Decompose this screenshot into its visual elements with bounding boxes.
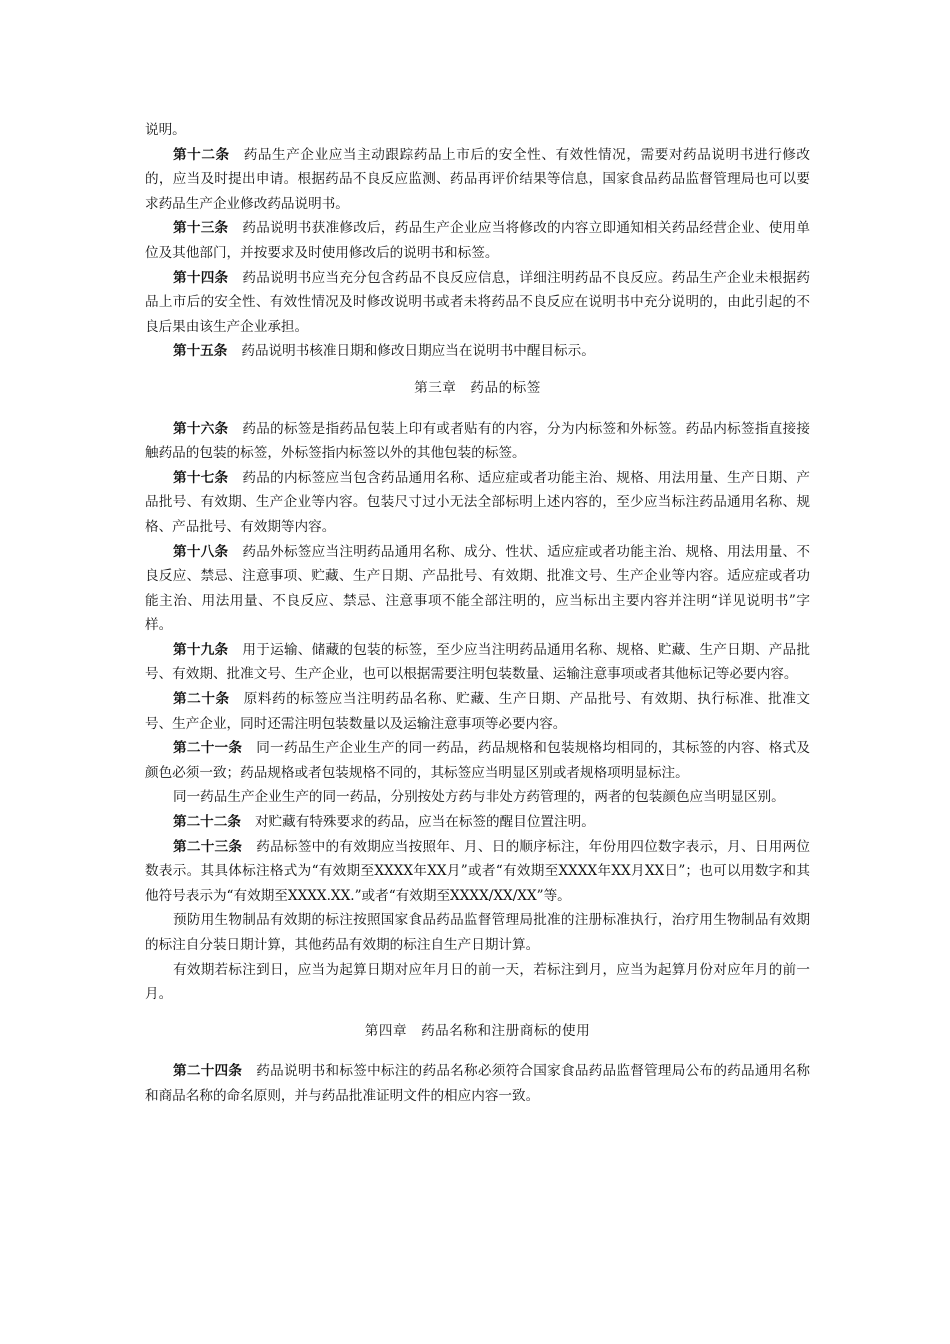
- article-text: 药品的标签是指药品包装上印有或者贴有的内容，分为内标签和外标签。药品内标签指直接接触药品的包装的标签，外标签指内标签以外的其他包装的标签。: [145, 420, 811, 462]
- article-12: [145, 143, 810, 217]
- article-label: 第二十二条: [173, 814, 241, 831]
- article-15: [145, 339, 810, 364]
- document-page: [145, 118, 810, 1109]
- article-16: [145, 417, 810, 466]
- article-label: 第十九条: [173, 641, 229, 658]
- article-text: 药品说明书应当充分包含药品不良反应信息，详细注明药品不良反应。药品生产企业未根据药品上市后的安全性、有效性情况及时修改说明书或者未将药品不良反应在说明书中充分说明的，由此引起的不良后果由该生产企业承担。: [145, 269, 811, 335]
- article-label: 第二十一条: [173, 740, 243, 757]
- article-text: 药品说明书获准修改后，药品生产企业应当将修改的内容立即通知相关药品经营企业、使用单位及其他部门，并按要求及时使用修改后的说明书和标签。: [145, 220, 811, 261]
- article-23-paragraph-2: 预防用生物制品有效期的标注按照国家食品药品监督管理局批准的注册标准执行，治疗用生物制品有效期的标注自分装日期计算，其他药品有效期的标注自生产日期计算。: [145, 912, 810, 953]
- article-21: [145, 736, 810, 785]
- article-text: 药品说明书和标签中标注的药品名称必须符合国家食品药品监督管理局公布的药品通用名称和商品名称的命名原则，并与药品批准证明文件的相应内容一致。: [145, 1063, 811, 1104]
- article-label: 第二十四条: [173, 1063, 243, 1080]
- article-text: 对贮藏有特殊要求的药品，应当在标签的醒目位置注明。: [254, 814, 595, 831]
- article-label: 第十八条: [173, 543, 229, 560]
- article-label: 第十七条: [173, 469, 229, 486]
- article-label: 第十三条: [173, 220, 229, 237]
- article-text: 同一药品生产企业生产的同一药品，药品规格和包装规格均相同的，其标签的内容、格式及颜色必须一致；药品规格或者包装规格不同的，其标签应当明显区别或者规格项明显标注。: [145, 740, 811, 781]
- chapter-number: 第三章: [414, 379, 457, 396]
- article-label: 第二十三条: [173, 838, 243, 855]
- article-text: 药品标签中的有效期应当按照年、月、日的顺序标注，年份用四位数字表示，月、日用两位数表示。其具体标注格式为“有效期至XXXX年XX月”或者“有效期至XXXX年XX月XX日”；也可以用数字和其他符号表示为“有效期至XXXX.XX.”或者“有效期至XXXX/XX/XX”等。: [145, 838, 811, 904]
- article-20: [145, 687, 810, 736]
- article-label: 第十六条: [173, 420, 229, 437]
- article-label: 第十四条: [173, 269, 229, 286]
- article-18: [145, 540, 810, 638]
- article-19: [145, 638, 810, 687]
- chapter-title: 药品名称和注册商标的使用: [421, 1022, 591, 1039]
- article-text: 用于运输、储藏的包装的标签，至少应当注明药品通用名称、规格、贮藏、生产日期、产品批号、有效期、批准文号、生产企业，也可以根据需要注明包装数量、运输注意事项或者其他标记等必要内容。: [145, 641, 811, 683]
- chapter-title: 药品的标签: [470, 379, 541, 396]
- article-13: [145, 216, 810, 265]
- article-24: [145, 1059, 810, 1108]
- chapter-3-heading: [145, 376, 810, 401]
- leading-text: 说明。: [145, 122, 186, 138]
- article-23: [145, 835, 810, 909]
- article-label: 第二十条: [173, 691, 230, 708]
- article-label: 第十五条: [173, 343, 228, 360]
- article-text: 药品生产企业应当主动跟踪药品上市后的安全性、有效性情况，需要对药品说明书进行修改的，应当及时提出申请。根据药品不良反应监测、药品再评价结果等信息，国家食品药品监督管理局也可以要求药品生产企业修改药品说明书。: [145, 146, 811, 212]
- article-text: 药品的内标签应当包含药品通用名称、适应症或者功能主治、规格、用法用量、生产日期、产品批号、有效期、生产企业等内容。包装尺寸过小无法全部标明上述内容的，至少应当标注药品通用名称、规格、产品批号、有效期等内容。: [145, 469, 811, 535]
- article-label: 第十二条: [173, 146, 230, 163]
- article-14: [145, 266, 810, 340]
- article-text: 药品外标签应当注明药品通用名称、成分、性状、适应症或者功能主治、规格、用法用量、不良反应、禁忌、注意事项、贮藏、生产日期、产品批号、有效期、批准文号、生产企业等内容。适应症或者功能主治、用法用量、不良反应、禁忌、注意事项不能全部注明的，应当标出主要内容并注明“详见说明书”字样。: [145, 543, 811, 634]
- article-text: 药品说明书核准日期和修改日期应当在说明书中醒目标示。: [241, 343, 595, 360]
- chapter-number: 第四章: [364, 1022, 408, 1039]
- article-17: [145, 466, 810, 540]
- article-21-paragraph-2: 同一药品生产企业生产的同一药品，分别按处方药与非处方药管理的，两者的包装颜色应当明显区别。: [173, 789, 785, 806]
- article-23-paragraph-3: 有效期若标注到日，应当为起算日期对应年月日的前一天，若标注到月，应当为起算月份对应年月的前一月。: [145, 961, 810, 1003]
- article-22: [145, 810, 810, 835]
- chapter-4-heading: [145, 1019, 810, 1044]
- article-text: 原料药的标签应当注明药品名称、贮藏、生产日期、产品批号、有效期、执行标准、批准文号、生产企业，同时还需注明包装数量以及运输注意事项等必要内容。: [145, 691, 811, 732]
